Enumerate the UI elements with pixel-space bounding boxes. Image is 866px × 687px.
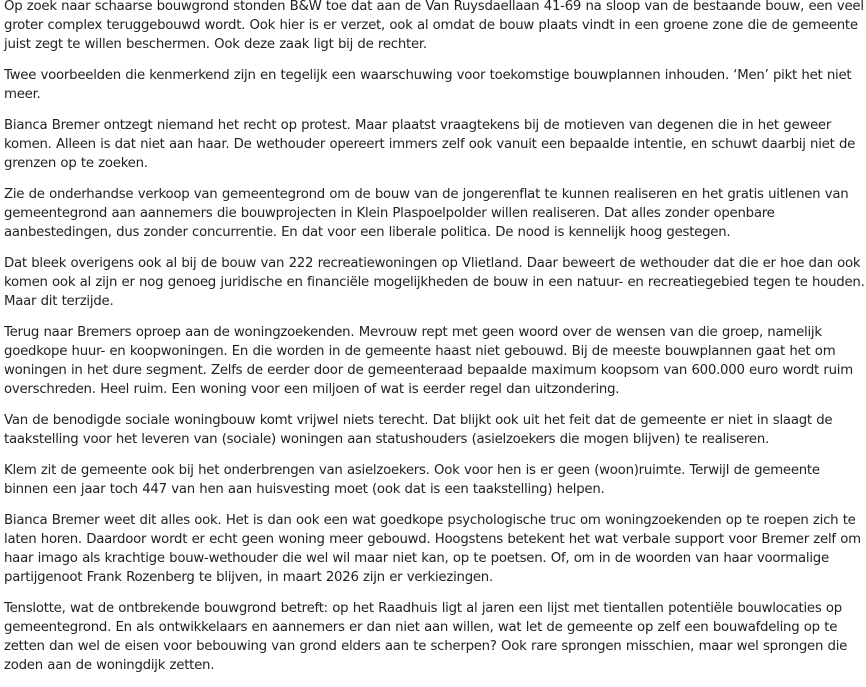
- paragraph-2: Twee voorbeelden die kenmerkend zijn en tegelijk een waarschuwing voor toekomstige bouwplannen inhouden. ‘Men’ pikt het niet meer.: [4, 68, 852, 102]
- paragraph-8: Klem zit de gemeente ook bij het onderbrengen van asielzoekers. Ook voor hen is er geen (woon)ruimte. Terwijl de gemeente binnen een jaar toch 447 van hen aan huisvesting moet (ook dat is een taakstelling) helpen.: [4, 463, 820, 497]
- paragraph-5: Dat bleek overigens ook al bij de bouw van 222 recreatiewoningen op Vlietland. Daar beweert de wethouder dat die er hoe dan ook komen ook al zijn er nog genoeg juridische en financiële mogelijkheden de bouw in een natuur- en recreatiegebied tegen te houden. Maar dit terzijde.: [4, 256, 865, 309]
- paragraph-10: Tenslotte, wat de ontbrekende bouwgrond betreft: op het Raadhuis ligt al jaren een lijst met tientallen potentiële bouwlocaties op gemeentegrond. En als ontwikkelaars en aannemers er dan niet aan willen, wat let de gemeente op zelf een bouwafdeling op te zetten dan wel de eisen voor bebouwing van grond elders aan te scherpen? Ook rare sprongen misschien, maar wel sprongen die zoden aan de woningdijk zetten.: [4, 601, 848, 673]
- paragraph-3: Bianca Bremer ontzegt niemand het recht op protest. Maar plaatst vraagtekens bij de motieven van degenen die in het geweer komen. Alleen is dat niet aan haar. De wethouder opereert immers zelf ook vanuit een bepaalde intentie, en schuwt daarbij niet de grenzen op te zoeken.: [4, 118, 856, 171]
- paragraph-7: Van de benodigde sociale woningbouw komt vrijwel niets terecht. Dat blijkt ook uit het feit dat de gemeente er niet in slaagt de taakstelling voor het leveren van (sociale) woningen aan statushouders (asielzoekers die mogen blijven) te realiseren.: [4, 413, 833, 447]
- article-body: [4, 0, 866, 687]
- paragraph-6: Terug naar Bremers oproep aan de woningzoekenden. Mevrouw rept met geen woord over de wensen van die groep, namelijk goedkope huur- en koopwoningen. En die worden in de gemeente haast niet gebouwd. Bij de meeste bouwplannen gaat het om woningen in het dure segment. Zelfs de eerder door de gemeenteraad bepaalde maximum koopsom van 600.000 euro wordt ruim overschreden. Heel ruim. Een woning voor een miljoen of wat is eerder regel dan uitzondering.: [4, 325, 853, 397]
- paragraph-9: Bianca Bremer weet dit alles ook. Het is dan ook een wat goedkope psychologische truc om woningzoekenden op te roepen zich te laten horen. Daardoor wordt er echt geen woning meer gebouwd. Hoogstens betekent het wat verbale support voor Bremer zelf om haar imago als krachtige bouw-wethouder die wel wil maar niet kan, op te poetsen. Of, om in de woorden van haar voormalige partijgenoot Frank Rozenberg te blijven, in maart 2026 zijn er verkiezingen.: [4, 513, 861, 585]
- paragraph-1: Op zoek naar schaarse bouwgrond stonden B&W toe dat aan de Van Ruysdaellaan 41-69 na sloop van de bestaande bouw, een veel groter complex teruggebouwd wordt. Ook hier is er verzet, ook al omdat de bouw plaats vindt in een groene zone die de gemeente juist zegt te willen beschermen. Ook deze zaak ligt bij de rechter.: [4, 0, 864, 52]
- paragraph-4: Zie de onderhandse verkoop van gemeentegrond om de bouw van de jongerenflat te kunnen realiseren en het gratis uitlenen van gemeentegrond aan aannemers die bouwprojecten in Klein Plaspoelpolder willen realiseren. Dat alles zonder openbare aanbestedingen, dus zonder concurrentie. En dat voor een liberale politica. De nood is kennelijk hoog gestegen.: [4, 187, 849, 240]
